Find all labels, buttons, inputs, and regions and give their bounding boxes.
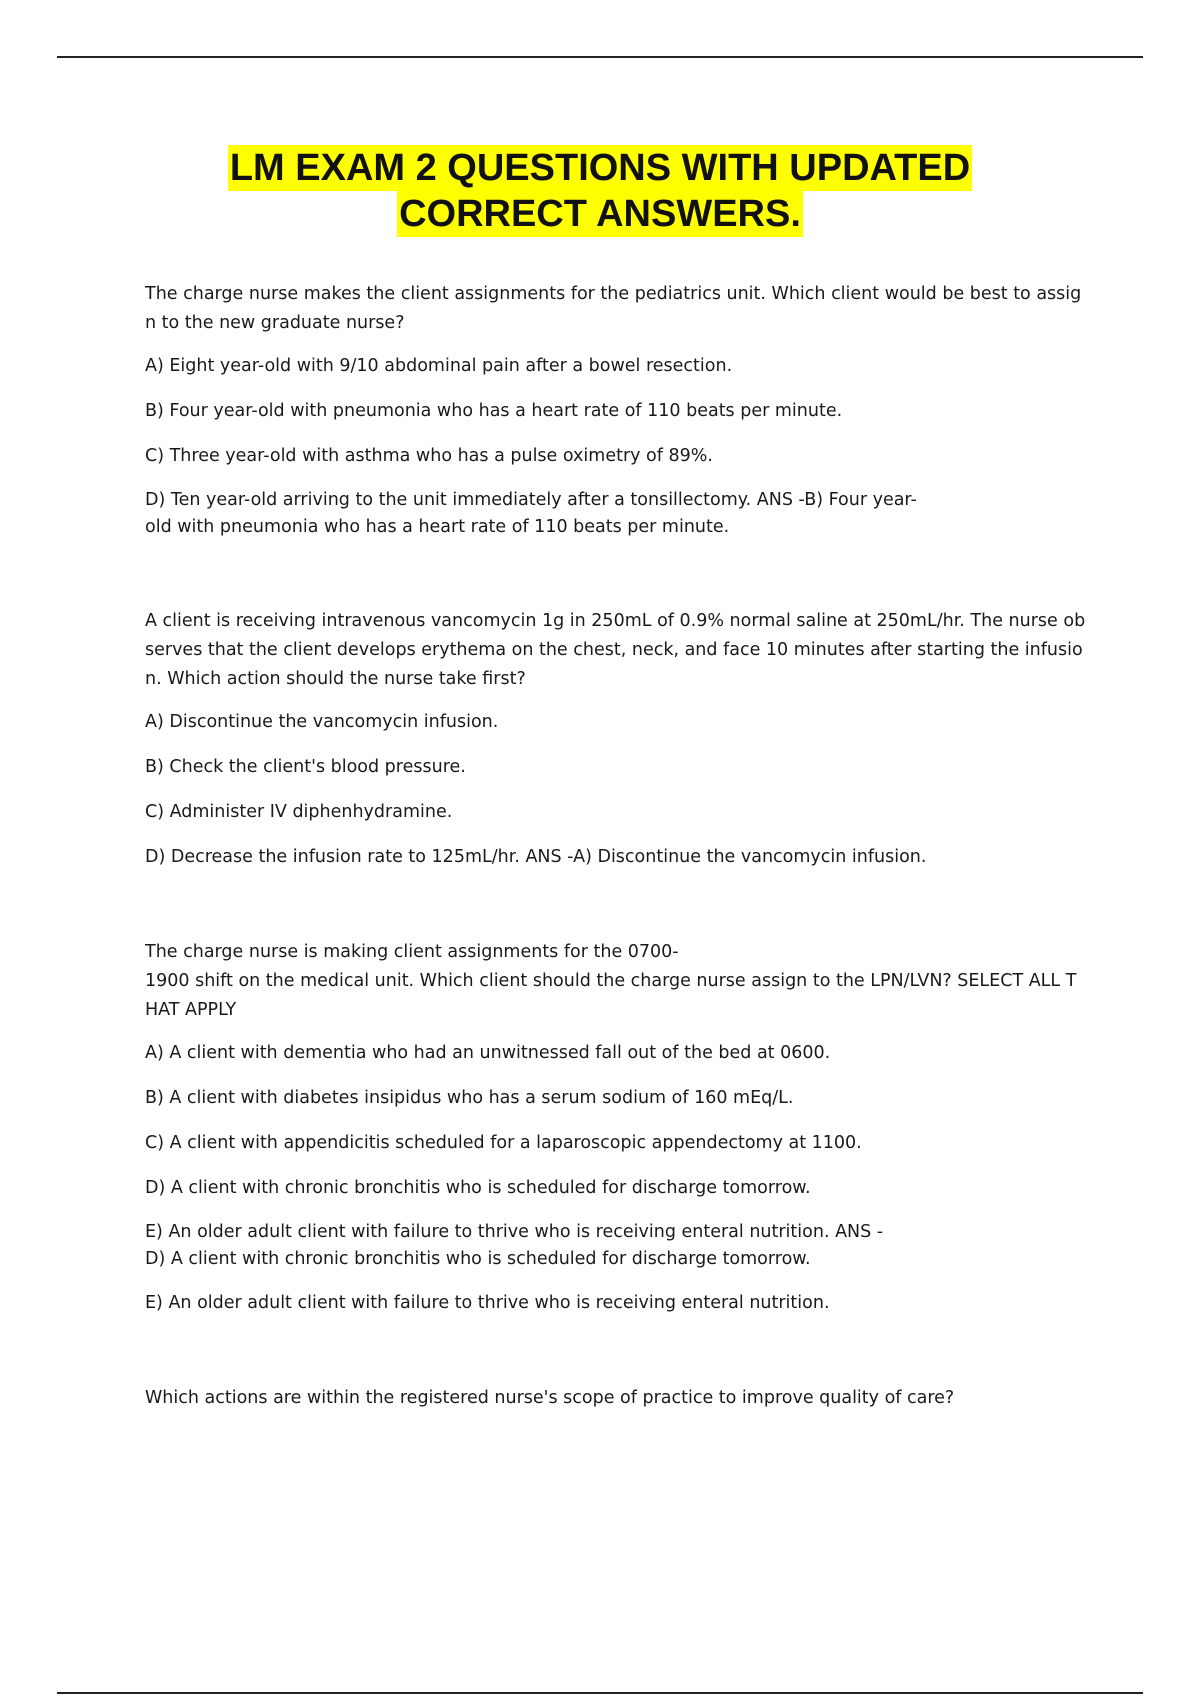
stem-line: n to the new graduate nurse? (145, 313, 405, 333)
question-1-stem (145, 280, 1090, 338)
option-line: B) A client with diabetes insipidus who has a serum sodium of 160 mEq/L. (145, 1088, 794, 1108)
question-2-option-d (145, 843, 1090, 872)
option-line: D) A client with chronic bronchitis who is scheduled for discharge tomorrow. (145, 1178, 811, 1198)
option-line: B) Four year-old with pneumonia who has a heart rate of 110 beats per minute. (145, 401, 843, 421)
question-3-option-a (145, 1039, 1090, 1068)
option-line: A) Discontinue the vancomycin infusion. (145, 712, 499, 732)
option-line: D) Ten year-old arriving to the unit immediately after a tonsillectomy. ANS -B) Four year- (145, 490, 917, 510)
question-2-stem (145, 607, 1090, 694)
option-line: C) Administer IV diphenhydramine. (145, 802, 453, 822)
option-line: C) A client with appendicitis scheduled for a laparoscopic appendectomy at 1100. (145, 1133, 862, 1153)
stem-line: serves that the client develops erythema on the chest, neck, and face 10 minutes after starting the infusio (145, 640, 1083, 660)
question-1-option-c (145, 442, 1090, 471)
question-1-option-a (145, 352, 1090, 381)
stem-line: The charge nurse is making client assignments for the 0700- (145, 942, 679, 962)
title-line-2: CORRECT ANSWERS. (399, 193, 801, 235)
question-2-option-b (145, 753, 1090, 782)
option-line: D) A client with chronic bronchitis who is scheduled for discharge tomorrow. (145, 1249, 811, 1269)
option-line: B) Check the client's blood pressure. (145, 757, 466, 777)
block-gap (145, 1334, 1090, 1384)
option-line: E) An older adult client with failure to thrive who is receiving enteral nutrition. ANS - (145, 1222, 884, 1242)
question-3-option-b (145, 1084, 1090, 1113)
question-3-option-c (145, 1129, 1090, 1158)
title-line-1: LM EXAM 2 QUESTIONS WITH UPDATED (229, 147, 971, 189)
block-gap (145, 888, 1090, 938)
option-line: A) Eight year-old with 9/10 abdominal pain after a bowel resection. (145, 356, 733, 376)
question-3-option-d (145, 1174, 1090, 1203)
option-line: D) Decrease the infusion rate to 125mL/hr. ANS -A) Discontinue the vancomycin infusion. (145, 847, 927, 867)
question-1-option-d (145, 487, 1090, 541)
question-3-answer-e (145, 1289, 1090, 1318)
question-2-option-a (145, 708, 1090, 737)
stem-line: A client is receiving intravenous vancomycin 1g in 250mL of 0.9% normal saline at 250mL/hr. The nurse ob (145, 611, 1086, 631)
document-body (145, 280, 1090, 1427)
top-rule (57, 56, 1143, 58)
stem-line: Which actions are within the registered nurse's scope of practice to improve quality of care? (145, 1388, 955, 1408)
question-1-option-b (145, 397, 1090, 426)
bottom-rule (57, 1692, 1143, 1694)
stem-line: HAT APPLY (145, 1000, 237, 1020)
question-3-stem (145, 938, 1090, 1025)
stem-line: The charge nurse makes the client assignments for the pediatrics unit. Which client would be best to assig (145, 284, 1082, 304)
document-title (0, 145, 1200, 237)
option-line: C) Three year-old with asthma who has a pulse oximetry of 89%. (145, 446, 713, 466)
question-2-option-c (145, 798, 1090, 827)
question-3-option-e (145, 1219, 1090, 1273)
question-4-stem (145, 1384, 1090, 1413)
option-line: old with pneumonia who has a heart rate of 110 beats per minute. (145, 517, 730, 537)
option-line: A) A client with dementia who had an unwitnessed fall out of the bed at 0600. (145, 1043, 831, 1063)
stem-line: n. Which action should the nurse take first? (145, 669, 526, 689)
option-line: E) An older adult client with failure to thrive who is receiving enteral nutrition. (145, 1293, 830, 1313)
block-gap (145, 557, 1090, 607)
stem-line: 1900 shift on the medical unit. Which client should the charge nurse assign to the LPN/LVN? SELECT ALL T (145, 971, 1077, 991)
